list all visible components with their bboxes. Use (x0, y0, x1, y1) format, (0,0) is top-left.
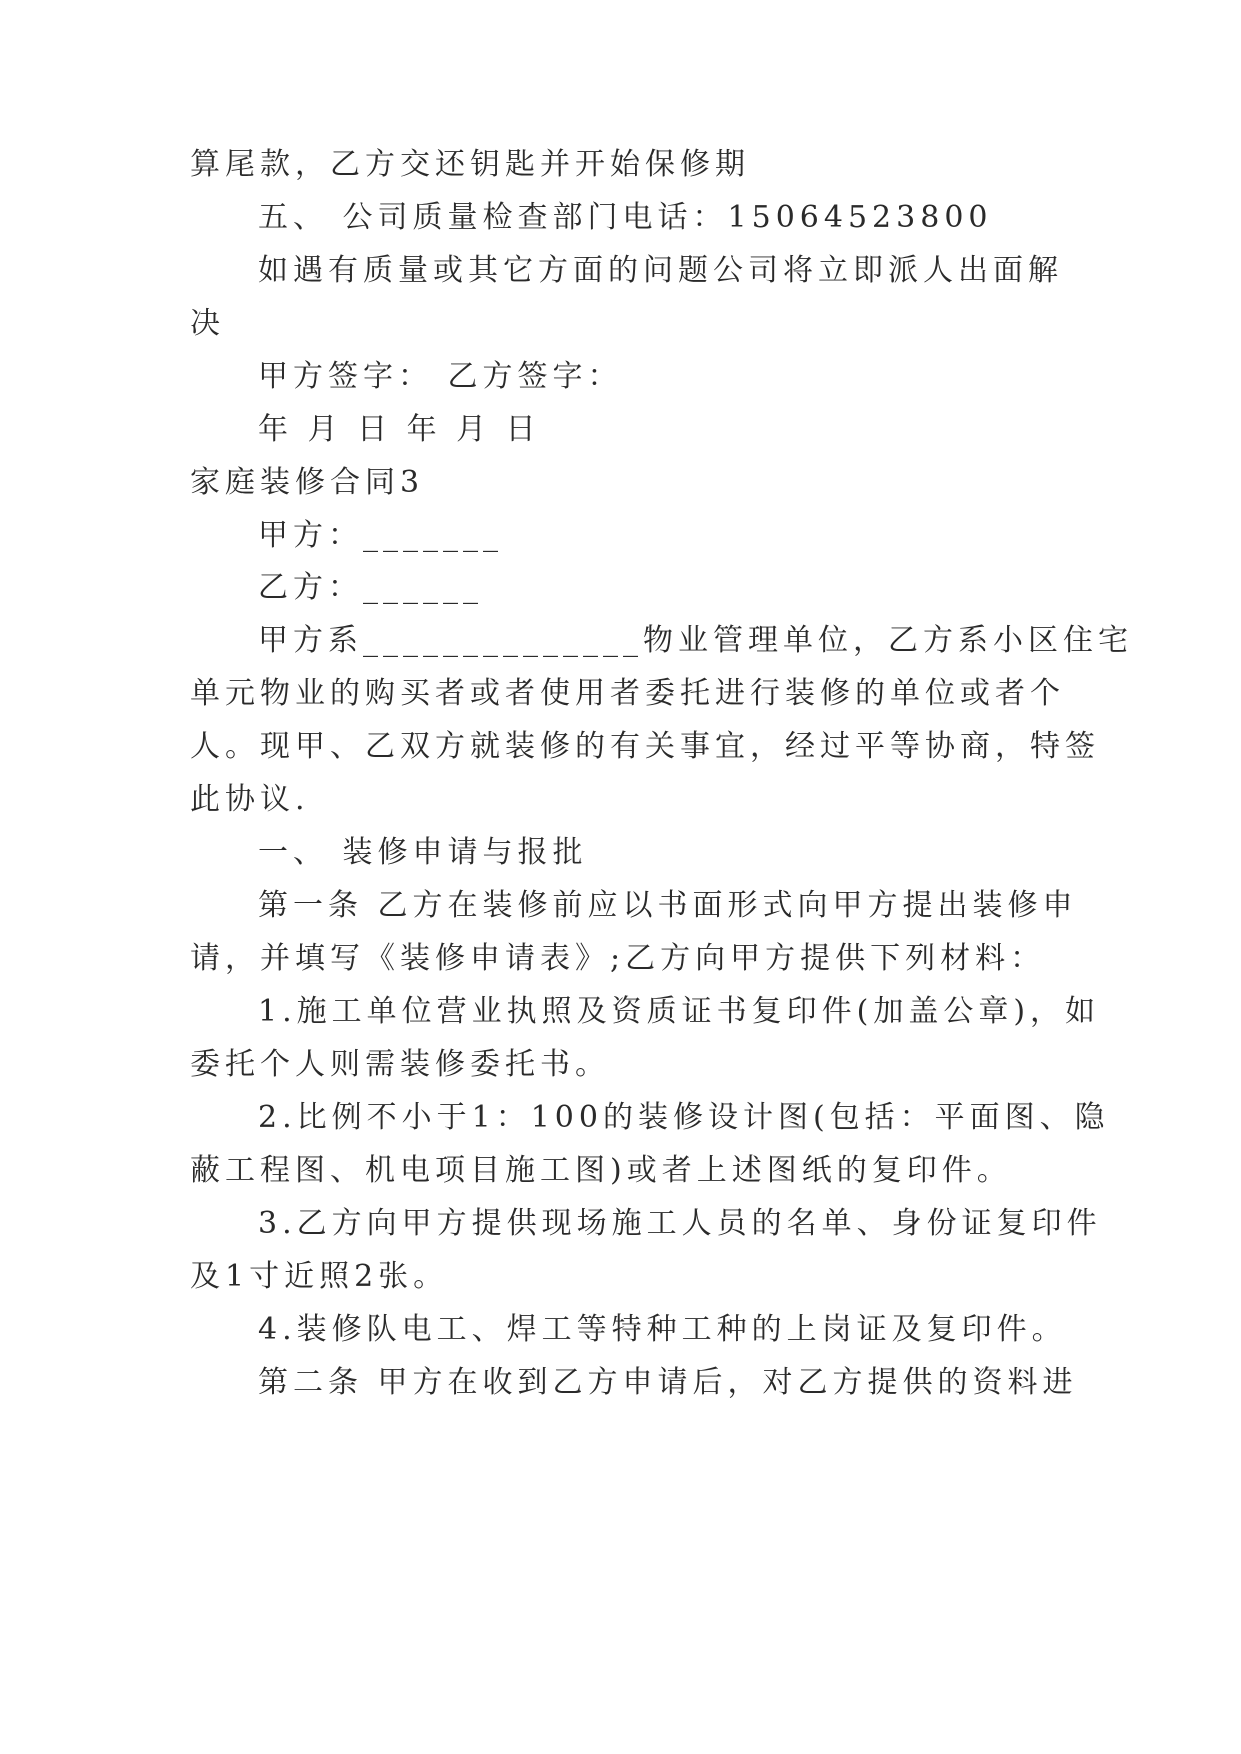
contract-title: 家庭装修合同3 (190, 465, 425, 500)
text-line-12: 人。现甲、乙双方就装修的有关事宜，经过平等协商，特签 (190, 729, 1100, 764)
list-item-4: 4.装修队电工、焊工等特种工种的上岗证及复印件。 (258, 1312, 1067, 1347)
text-line-13: 此协议. (190, 782, 310, 817)
party-a-line: 甲方：_______ (258, 518, 503, 553)
date-line: 年 月 日 年 月 日 (258, 412, 541, 447)
text-line-3: 如遇有质量或其它方面的问题公司将立即派人出面解 (258, 253, 1063, 288)
text-line-18: 委托个人则需装修委托书。 (190, 1047, 610, 1082)
text-line-22: 及1寸近照2张。 (190, 1259, 449, 1294)
text-line-10: 甲方系______________物业管理单位，乙方系小区住宅 (258, 623, 1133, 658)
text-line-16: 请，并填写《装修申请表》;乙方向甲方提供下列材料： (190, 941, 1046, 976)
text-line-11: 单元物业的购买者或者使用者委托进行装修的单位或者个 (190, 676, 1065, 711)
list-item-2: 2.比例不小于1：100的装修设计图(包括：平面图、隐 (258, 1100, 1110, 1135)
text-line-20: 蔽工程图、机电项目施工图)或者上述图纸的复印件。 (190, 1153, 1012, 1188)
article-1-line: 第一条 乙方在装修前应以书面形式向甲方提出装修申 (258, 888, 1078, 923)
text-line-1: 算尾款，乙方交还钥匙并开始保修期 (190, 147, 750, 182)
article-2-line: 第二条 甲方在收到乙方申请后，对乙方提供的资料进 (258, 1365, 1078, 1400)
list-item-1: 1.施工单位营业执照及资质证书复印件(加盖公章)，如 (258, 994, 1101, 1029)
list-item-3: 3.乙方向甲方提供现场施工人员的名单、身份证复印件 (258, 1206, 1102, 1241)
party-b-line: 乙方：______ (258, 570, 483, 605)
signature-line: 甲方签字： 乙方签字： (258, 359, 623, 394)
text-line-4: 决 (190, 306, 225, 341)
quality-dept-phone-line: 五、 公司质量检查部门电话：15064523800 (258, 200, 993, 235)
section-heading-1: 一、 装修申请与报批 (258, 835, 588, 870)
